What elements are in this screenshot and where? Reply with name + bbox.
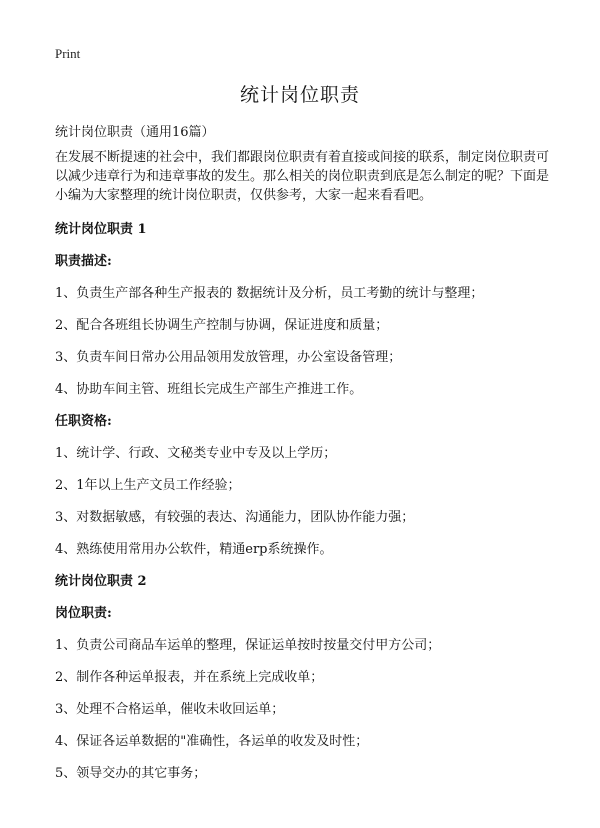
list-item: 3、处理不合格运单，催收未收回运单；: [55, 702, 285, 717]
list-item: 2、制作各种运单报表，并在系统上完成收单；: [55, 670, 324, 685]
list-item: 4、协助车间主管、班组长完成生产部生产推进工作。: [55, 382, 363, 397]
list-item: 1、负责公司商品车运单的整理，保证运单按时按量交付甲方公司；: [55, 638, 441, 653]
list-item: 3、负责车间日常办公用品领用发放管理，办公室设备管理；: [55, 350, 402, 365]
list-item: 5、领导交办的其它事务；: [55, 766, 207, 781]
block-label-duties-2: 岗位职责:: [55, 606, 112, 621]
list-item: 3、对数据敏感，有较强的表达、沟通能力，团队协作能力强；: [55, 510, 415, 525]
document-subtitle: 统计岗位职责（通用16篇）: [55, 125, 215, 140]
section-heading-1: 统计岗位职责 1: [55, 222, 147, 237]
print-link[interactable]: Print: [55, 46, 81, 61]
list-item: 4、保证各运单数据的"准确性，各运单的收发及时性；: [55, 734, 369, 749]
block-label-duties-1: 职责描述:: [55, 254, 112, 269]
list-item: 2、1年以上生产文员工作经验；: [55, 478, 241, 493]
list-item: 1、统计学、行政、文秘类专业中专及以上学历；: [55, 446, 337, 461]
section-heading-2: 统计岗位职责 2: [55, 574, 147, 589]
block-label-qualifications: 任职资格:: [55, 414, 112, 429]
intro-paragraph: 在发展不断提速的社会中，我们都跟岗位职责有着直接或间接的联系，制定岗位职责可以减少违章行为和违章事故的发生。那么相关的岗位职责到底是怎么制定的呢？下面是小编为大家整理的统计岗位职责，仅供参考，大家一起来看看吧。: [55, 150, 550, 203]
list-item: 4、熟练使用常用办公软件，精通erp系统操作。: [55, 542, 333, 557]
document-title: 统计岗位职责: [239, 84, 360, 106]
list-item: 2、配合各班组长协调生产控制与协调，保证进度和质量；: [55, 318, 389, 333]
list-item: 1、负责生产部各种生产报表的 数据统计及分析，员工考勤的统计与整理；: [55, 286, 484, 301]
